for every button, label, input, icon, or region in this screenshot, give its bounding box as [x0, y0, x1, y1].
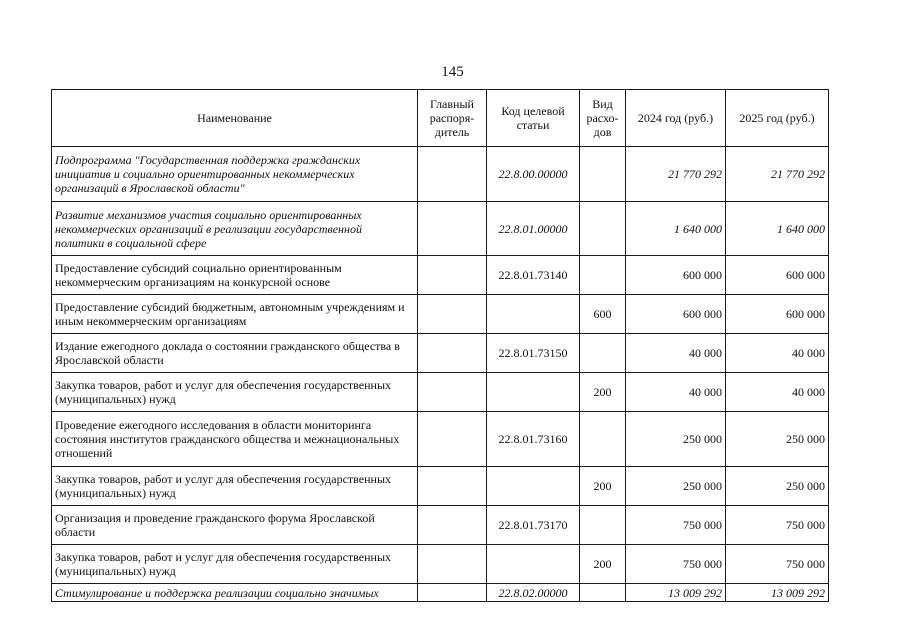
table-row	[52, 467, 829, 506]
cell-admin	[418, 295, 487, 334]
cell-2025: 600 000	[726, 256, 829, 295]
cell-code: 22.8.01.73170	[487, 506, 580, 545]
cell-2025: 21 770 292	[726, 147, 829, 202]
cell-2025: 250 000	[726, 467, 829, 506]
header-code: Код целевой статьи	[487, 90, 580, 147]
cell-2024: 40 000	[626, 334, 726, 373]
cell-admin	[418, 202, 487, 256]
cell-2024: 21 770 292	[626, 147, 726, 202]
cell-code: 22.8.01.00000	[487, 202, 580, 256]
cell-2025: 1 640 000	[726, 202, 829, 256]
cell-name: Организация и проведение гражданского форума Ярославской области	[52, 506, 418, 545]
budget-table	[51, 89, 829, 602]
header-2025: 2025 год (руб.)	[726, 90, 829, 147]
cell-expense-type	[580, 584, 626, 602]
cell-name: Предоставление субсидий бюджетным, автономным учреждениям и иным некоммерческим организациям	[52, 295, 418, 334]
cell-code	[487, 295, 580, 334]
cell-expense-type	[580, 202, 626, 256]
header-row	[52, 90, 829, 147]
cell-admin	[418, 545, 487, 584]
cell-expense-type: 600	[580, 295, 626, 334]
cell-2025: 750 000	[726, 506, 829, 545]
table-row	[52, 334, 829, 373]
table-row	[52, 412, 829, 467]
cell-expense-type: 200	[580, 467, 626, 506]
cell-2024: 750 000	[626, 506, 726, 545]
header-2024: 2024 год (руб.)	[626, 90, 726, 147]
cell-code: 22.8.00.00000	[487, 147, 580, 202]
header-expense-type: Вид расхо-дов	[580, 90, 626, 147]
cell-code: 22.8.02.00000	[487, 584, 580, 602]
table-row	[52, 373, 829, 412]
table-body	[52, 147, 829, 602]
cell-expense-type: 200	[580, 373, 626, 412]
cell-code: 22.8.01.73160	[487, 412, 580, 467]
cell-admin	[418, 334, 487, 373]
cell-admin	[418, 147, 487, 202]
cell-expense-type: 200	[580, 545, 626, 584]
cell-2025: 13 009 292	[726, 584, 829, 602]
cell-expense-type	[580, 412, 626, 467]
cell-2025: 40 000	[726, 373, 829, 412]
table-row	[52, 506, 829, 545]
cell-expense-type	[580, 256, 626, 295]
cell-code	[487, 373, 580, 412]
cell-2025: 250 000	[726, 412, 829, 467]
cell-2025: 750 000	[726, 545, 829, 584]
cell-name: Предоставление субсидий социально ориентированным некоммерческим организациям на конкурсной основе	[52, 256, 418, 295]
cell-expense-type	[580, 334, 626, 373]
cell-name: Закупка товаров, работ и услуг для обеспечения государственных (муниципальных) нужд	[52, 373, 418, 412]
cell-admin	[418, 584, 487, 602]
table-row	[52, 545, 829, 584]
table-row	[52, 202, 829, 256]
cell-admin	[418, 506, 487, 545]
cell-name: Развитие механизмов участия социально ориентированных некоммерческих организаций в реализации государственной политики в социальной сфере	[52, 202, 418, 256]
cell-2024: 750 000	[626, 545, 726, 584]
cell-code: 22.8.01.73140	[487, 256, 580, 295]
header-admin: Главный распоря-дитель	[418, 90, 487, 147]
cell-2024: 13 009 292	[626, 584, 726, 602]
cell-2024: 250 000	[626, 467, 726, 506]
cell-2024: 250 000	[626, 412, 726, 467]
cell-admin	[418, 373, 487, 412]
cell-2025: 600 000	[726, 295, 829, 334]
cell-2024: 600 000	[626, 256, 726, 295]
cell-code	[487, 467, 580, 506]
cell-name: Закупка товаров, работ и услуг для обеспечения государственных (муниципальных) нужд	[52, 545, 418, 584]
cell-admin	[418, 467, 487, 506]
table-row	[52, 584, 829, 602]
cell-code	[487, 545, 580, 584]
cell-2024: 40 000	[626, 373, 726, 412]
table-row	[52, 295, 829, 334]
cell-expense-type	[580, 506, 626, 545]
cell-admin	[418, 256, 487, 295]
cell-name: Подпрограмма "Государственная поддержка гражданских инициатив и социально ориентированных некоммерческих организаций в Ярославской области"	[52, 147, 418, 202]
cell-expense-type	[580, 147, 626, 202]
cell-2025: 40 000	[726, 334, 829, 373]
table-row	[52, 256, 829, 295]
cell-name: Проведение ежегодного исследования в области мониторинга состояния институтов гражданского общества и межнациональных отношений	[52, 412, 418, 467]
cell-name: Стимулирование и поддержка реализации социально значимых	[52, 584, 418, 602]
cell-2024: 600 000	[626, 295, 726, 334]
cell-2024: 1 640 000	[626, 202, 726, 256]
table-row	[52, 147, 829, 202]
cell-name: Издание ежегодного доклада о состоянии гражданского общества в Ярославской области	[52, 334, 418, 373]
page-number: 145	[441, 64, 464, 80]
cell-name: Закупка товаров, работ и услуг для обеспечения государственных (муниципальных) нужд	[52, 467, 418, 506]
cell-admin	[418, 412, 487, 467]
cell-code: 22.8.01.73150	[487, 334, 580, 373]
header-name: Наименование	[52, 90, 418, 147]
